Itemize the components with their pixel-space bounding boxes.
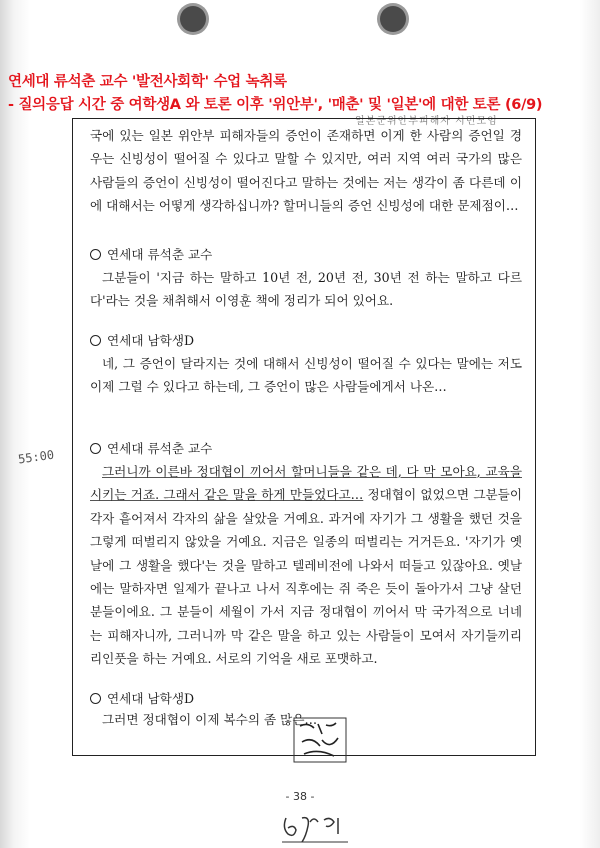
speaker-text: 그러면 정대협이 이제 복수의 좀 많은… xyxy=(102,712,318,727)
signature-seal-icon xyxy=(292,716,348,764)
handwritten-page-number xyxy=(280,812,350,846)
speaker-text: 그분들이 '지금 하는 말하고 10년 전, 20년 전, 30년 전 하는 말하고 다르다'라는 것을 채취해서 이영훈 책에 정리가 되어 있어요. xyxy=(90,270,522,309)
handwritten-margin-note: 55:00 xyxy=(17,447,55,467)
speaker-text: 그러니까 이른바 정대협이 끼어서 할머니들을 같은 데, 다 막 모아요, 교육을 시키는 거죠. 그래서 같은 말을 하게 만들었다고… 정대협이 없었으면 그분들이 각자 흩어져서 각자의 삶을 살았을 거예요. 과거에 자기가 그 생활을 했던 것을 그렇게 떠벌리지 않았을 거예요. 지금은 일종의 떠벌리는 거거든요. '자기가 옛날에 그 생활을 했다'는 것을 말하고 텔레비전에 나와서 떠들고 있잖아요. 옛날에는 말하자면 일제가 끝나고 나서 직후에는 쥐 죽은 듯이 돌아가서 그냥 살던 분들이에요. 그 분들이 세월이 가서 지금 정대협이 끼어서 막 국가적으로 너네는 피해자니까, 그러니까 막 같은 말을 하고 있는 사람들이 모여서 자기들끼리 리인풋을 하는 거예요. 서로의 기억을 새로 포맷하고. xyxy=(90,464,523,667)
headline-line-1: 연세대 류석춘 교수 '발전사회학' 수업 녹취록 xyxy=(8,74,287,90)
headline-line-2: - 질의응답 시간 중 여학생A 와 토론 이후 '위안부', '매춘' 및 '일본'에 대한 토론 (6/9) xyxy=(8,97,543,113)
page-number: - 38 - xyxy=(285,790,315,803)
intro-paragraph xyxy=(90,124,522,218)
speaker-circle-icon xyxy=(90,335,101,346)
speaker-heading: 연세대 남학생D xyxy=(90,688,522,710)
speaker-circle-icon xyxy=(90,693,101,704)
speaker-text: 네, 그 증언이 달라지는 것에 대해서 신빙성이 떨어질 수 있다는 말에는 저도 이제 그럴 수 있다고 하는데, 그 증언이 많은 사람들에게서 나온… xyxy=(90,356,522,395)
binder-hole-right xyxy=(380,6,406,32)
faint-stamp-text: 일본군위안부피해자 시민모임 xyxy=(355,116,498,127)
speaker-heading: 연세대 류석춘 교수 xyxy=(90,438,522,460)
speaker-circle-icon xyxy=(90,249,101,260)
speaker-heading: 연세대 류석춘 교수 xyxy=(90,244,522,266)
speaker-heading: 연세대 남학생D xyxy=(90,330,522,352)
intro-text: 국에 있는 일본 위안부 피해자들의 증언이 존재하면 이게 한 사람의 증언일 경우는 신빙성이 떨어질 수 있다고 말할 수 있지만, 여러 지역 여러 국가의 많은 사람들의 증언이 신빙성이 떨어진다고 말하는 것에는 저는 생각이 좀 다른데 이에 대해서는 어떻게 생각하십니까? 할머니들의 증언 신빙성에 대한 문제점이… xyxy=(90,128,522,214)
underlined-passage: 그러니까 이른바 정대협이 끼어서 할머니들을 같은 데, 다 막 모아요, 교육을 시키는 거죠. 그래서 같은 말을 하게 만들었다고… xyxy=(90,464,522,503)
speaker-circle-icon xyxy=(90,443,101,454)
binder-hole-left xyxy=(180,6,206,32)
